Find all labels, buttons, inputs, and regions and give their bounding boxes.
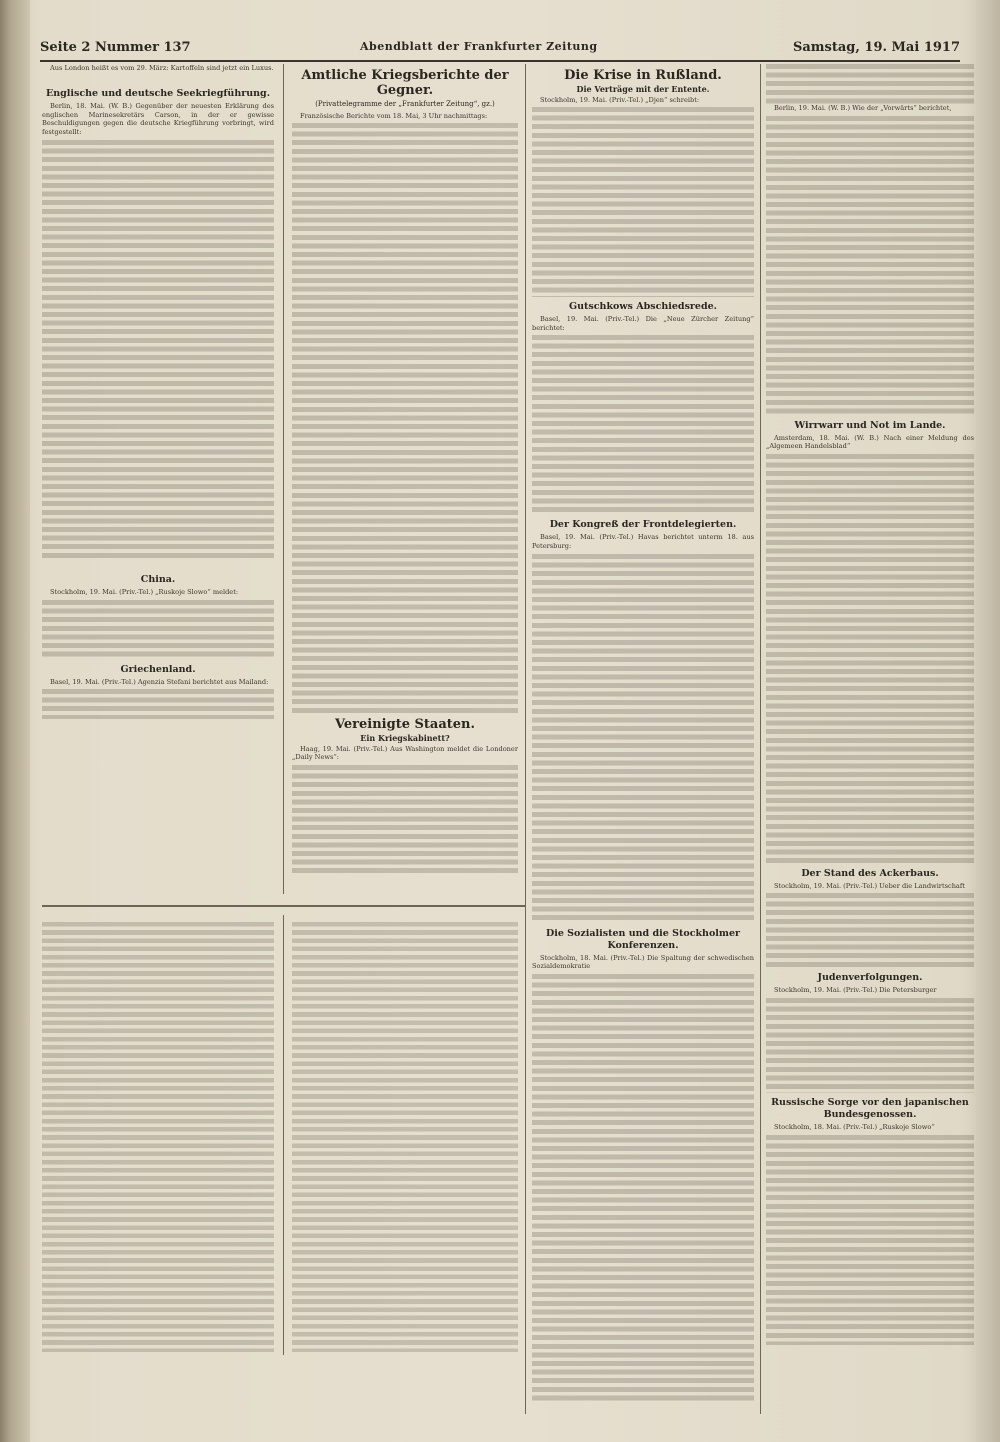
article-body [766, 1135, 974, 1345]
column-rule [283, 64, 284, 894]
article-body [766, 64, 974, 104]
article-body [42, 689, 274, 719]
headline: Englische und deutsche Seekriegführung. [45, 88, 271, 100]
column-2 [292, 64, 518, 894]
masthead [40, 38, 960, 62]
column-rule [760, 64, 761, 1414]
article-paragraph: Stockholm, 18. Mai. (Priv.-Tel.) „Ruskoje Slowo“ [774, 1122, 935, 1131]
headline: Die Sozialisten und die Stockholmer Konferenzen. [545, 927, 741, 951]
article-paragraph: Aus London heißt es vom 29. März: Kartoffeln sind jetzt ein Luxus. [50, 64, 274, 72]
article-body [292, 123, 518, 713]
article-body [42, 76, 274, 85]
article-body [532, 107, 754, 297]
issue-date: Samstag, 19. Mai 1917 [792, 40, 960, 55]
article-paragraph: Basel, 19. Mai. (Priv.-Tel.) Die „Neue Zürcher Zeitung“ berichtet: [532, 315, 754, 332]
article-paragraph: Stockholm, 19. Mai. (Priv.-Tel.) „Djen“ schreibt: [540, 95, 700, 104]
article-body [532, 335, 754, 515]
feuilleton-rule [42, 905, 525, 907]
article-paragraph: Berlin, 18. Mai. (W. B.) Gegenüber der neuesten Erklärung des englischen Marinesekretärs Carson, in der er gewisse Beschuldigungen gegen die deutsche Kriegführung vorbringt, wird festgestellt: [42, 102, 274, 136]
column-rule [283, 915, 284, 1355]
article-paragraph: Haag, 19. Mai. (Priv.-Tel.) Aus Washington meldet die Londoner „Daily News“: [292, 744, 518, 762]
headline: Wirrwarr und Not im Lande. [794, 419, 946, 431]
column-4 [766, 64, 974, 1414]
article-body [42, 140, 274, 560]
headline: China. [140, 574, 176, 586]
subheadline: Die Verträge mit der Entente. [576, 84, 710, 94]
article-body [42, 600, 274, 660]
article-body [42, 922, 274, 1352]
article-paragraph: Stockholm, 19. Mai. (Priv.-Tel.) „Ruskoje Slowo“ meldet: [50, 588, 239, 597]
headline: Amtliche Kriegsberichte der Gegner. [301, 68, 509, 98]
article-paragraph: Basel, 19. Mai. (Priv.-Tel.) Havas berichtet unterm 18. aus Petersburg: [532, 533, 754, 550]
subheadline: (Privattelegramme der „Frankfurter Zeitung“, gz.) [315, 100, 495, 108]
headline: Die Krise in Rußland. [564, 68, 722, 83]
headline: Gutschkows Abschiedsrede. [569, 301, 717, 313]
page-edge [972, 0, 1000, 1442]
headline: Vereinigte Staaten. [335, 717, 475, 733]
newspaper-title: Abendblatt der Frankfurter Zeitung [360, 40, 598, 53]
article-body [292, 922, 518, 1352]
article-body [766, 893, 974, 968]
column-rule [525, 64, 526, 1414]
article-paragraph: Basel, 19. Mai. (Priv.-Tel.) Agenzia Stefani berichtet aus Mailand: [50, 677, 269, 686]
page-number: Seite 2 Nummer 137 [40, 40, 191, 55]
page-binding [0, 0, 30, 1442]
article-body [532, 974, 754, 1404]
article-body [532, 554, 754, 924]
feuilleton-column-1 [42, 922, 274, 1352]
separator [42, 562, 274, 571]
article-paragraph: Französische Berichte vom 18. Mai, 3 Uhr nachmittags: [300, 111, 488, 120]
article-body [292, 765, 518, 875]
article-body [766, 998, 974, 1093]
headline: Der Kongreß der Frontdelegierten. [549, 519, 737, 531]
column-3 [532, 64, 754, 1414]
subheadline: Ein Kriegskabinett? [360, 733, 450, 744]
headline: Der Stand des Ackerbaus. [801, 867, 939, 879]
article-body [766, 116, 974, 416]
article-paragraph: Amsterdam, 18. Mai. (W. B.) Nach einer Meldung des „Algemeen Handelsblad“ [766, 433, 974, 451]
headline: Griechenland. [120, 663, 196, 675]
column-1 [42, 64, 274, 884]
headline: Russische Sorge vor den japanischen Bundesgenossen. [771, 1096, 969, 1120]
feuilleton-column-2 [292, 922, 518, 1352]
article-paragraph: Berlin, 19. Mai. (W. B.) Wie der „Vorwärts“ berichtet, [774, 104, 952, 112]
headline: Judenverfolgungen. [817, 972, 923, 984]
article-paragraph: Stockholm, 19. Mai. (Priv.-Tel.) Ueber die Landwirtschaft [774, 881, 965, 890]
article-paragraph: Stockholm, 19. Mai. (Priv.-Tel.) Die Petersburger [774, 986, 937, 995]
article-paragraph: Stockholm, 18. Mai. (Priv.-Tel.) Die Spaltung der schwedischen Sozialdemokratie [532, 953, 754, 971]
article-body [766, 454, 974, 864]
